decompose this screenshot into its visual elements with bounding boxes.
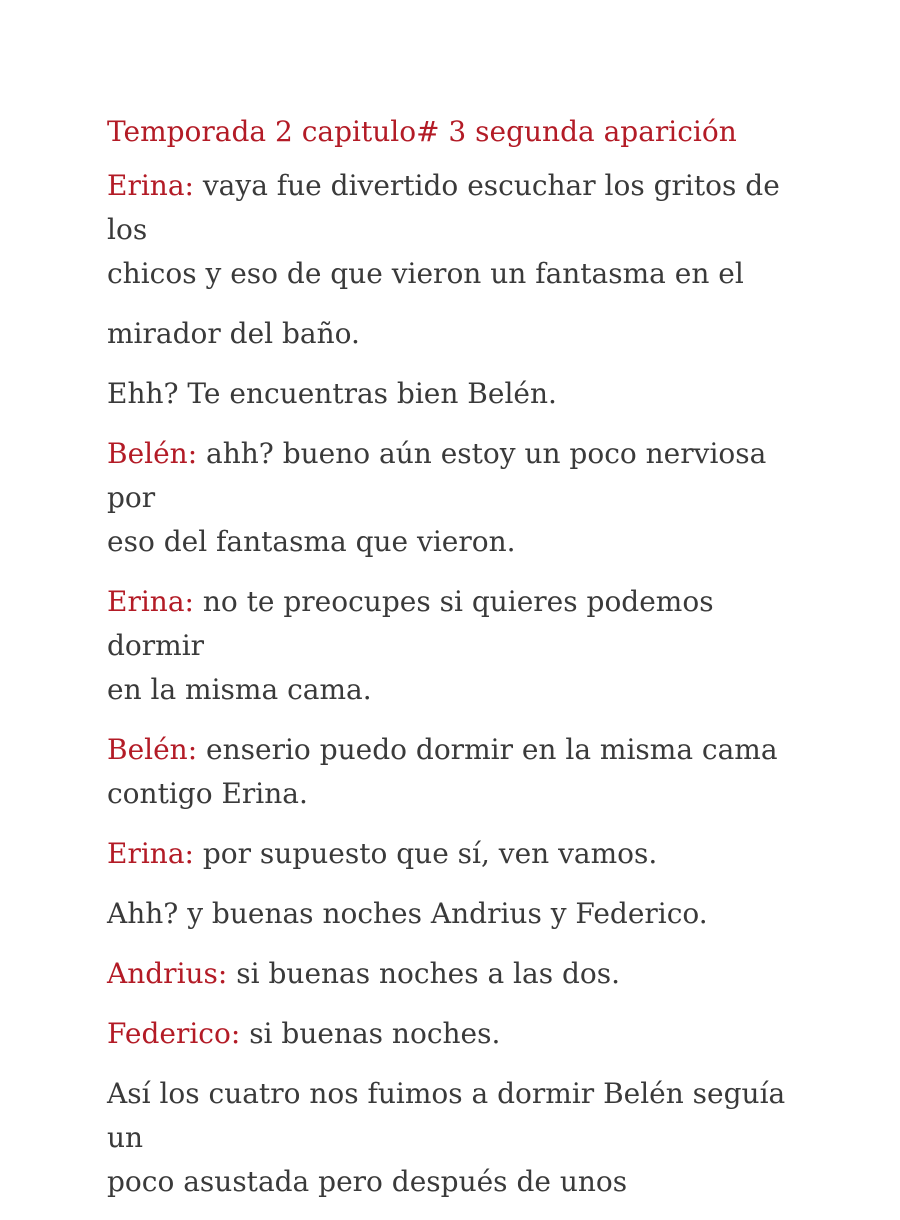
paragraph-line	[107, 772, 807, 816]
document-page	[107, 112, 807, 1220]
dialogue-text: enserio puedo dormir en la misma cama	[206, 733, 778, 766]
paragraph-line	[107, 1072, 807, 1160]
speaker-name: Erina:	[107, 585, 194, 618]
dialogue-text: Así los cuatro nos fuimos a dormir Belén seguía un	[107, 1077, 786, 1154]
dialogue-text: por supuesto que sí, ven vamos.	[202, 837, 658, 870]
paragraph	[107, 728, 807, 816]
paragraph	[107, 892, 807, 936]
paragraph-line	[107, 668, 807, 712]
paragraph	[107, 312, 807, 356]
paragraph-line	[107, 892, 807, 936]
paragraph	[107, 952, 807, 996]
paragraph	[107, 1012, 807, 1056]
dialogue-text: ahh? bueno aún estoy un poco nerviosa por	[107, 437, 767, 514]
speaker-name: Andrius:	[107, 957, 228, 990]
chapter-title: Temporada 2 capitulo# 3 segunda aparición	[107, 115, 737, 148]
paragraph	[107, 832, 807, 876]
dialogue-text: vaya fue divertido escuchar los gritos de los	[107, 169, 780, 246]
speaker-name: Erina:	[107, 169, 194, 202]
document-body	[107, 164, 807, 1204]
dialogue-text: poco asustada pero después de unos	[107, 1165, 628, 1198]
dialogue-text: mirador del baño.	[107, 317, 360, 350]
paragraph-line	[107, 1012, 807, 1056]
speaker-name: Erina:	[107, 837, 194, 870]
paragraph	[107, 1072, 807, 1204]
dialogue-text: si buenas noches.	[249, 1017, 501, 1050]
paragraph	[107, 164, 807, 296]
speaker-name: Federico:	[107, 1017, 241, 1050]
dialogue-text: no te preocupes si quieres podemos dormir	[107, 585, 714, 662]
dialogue-text: en la misma cama.	[107, 673, 372, 706]
paragraph-line	[107, 312, 807, 356]
dialogue-text: Ehh? Te encuentras bien Belén.	[107, 377, 557, 410]
paragraph-line	[107, 164, 807, 252]
paragraph-line	[107, 372, 807, 416]
dialogue-text: Ahh? y buenas noches Andrius y Federico.	[107, 897, 708, 930]
dialogue-text: chicos y eso de que vieron un fantasma en el	[107, 257, 744, 290]
paragraph-line	[107, 728, 807, 772]
paragraph-line	[107, 832, 807, 876]
paragraph-line	[107, 432, 807, 520]
paragraph	[107, 372, 807, 416]
dialogue-text: contigo Erina.	[107, 777, 308, 810]
dialogue-text: si buenas noches a las dos.	[236, 957, 621, 990]
speaker-name: Belén:	[107, 437, 198, 470]
paragraph-line	[107, 580, 807, 668]
paragraph	[107, 580, 807, 712]
speaker-name: Belén:	[107, 733, 198, 766]
paragraph-line	[107, 520, 807, 564]
dialogue-text: eso del fantasma que vieron.	[107, 525, 516, 558]
paragraph-line	[107, 952, 807, 996]
paragraph-line	[107, 1160, 807, 1204]
paragraph	[107, 432, 807, 564]
paragraph-line	[107, 252, 807, 296]
